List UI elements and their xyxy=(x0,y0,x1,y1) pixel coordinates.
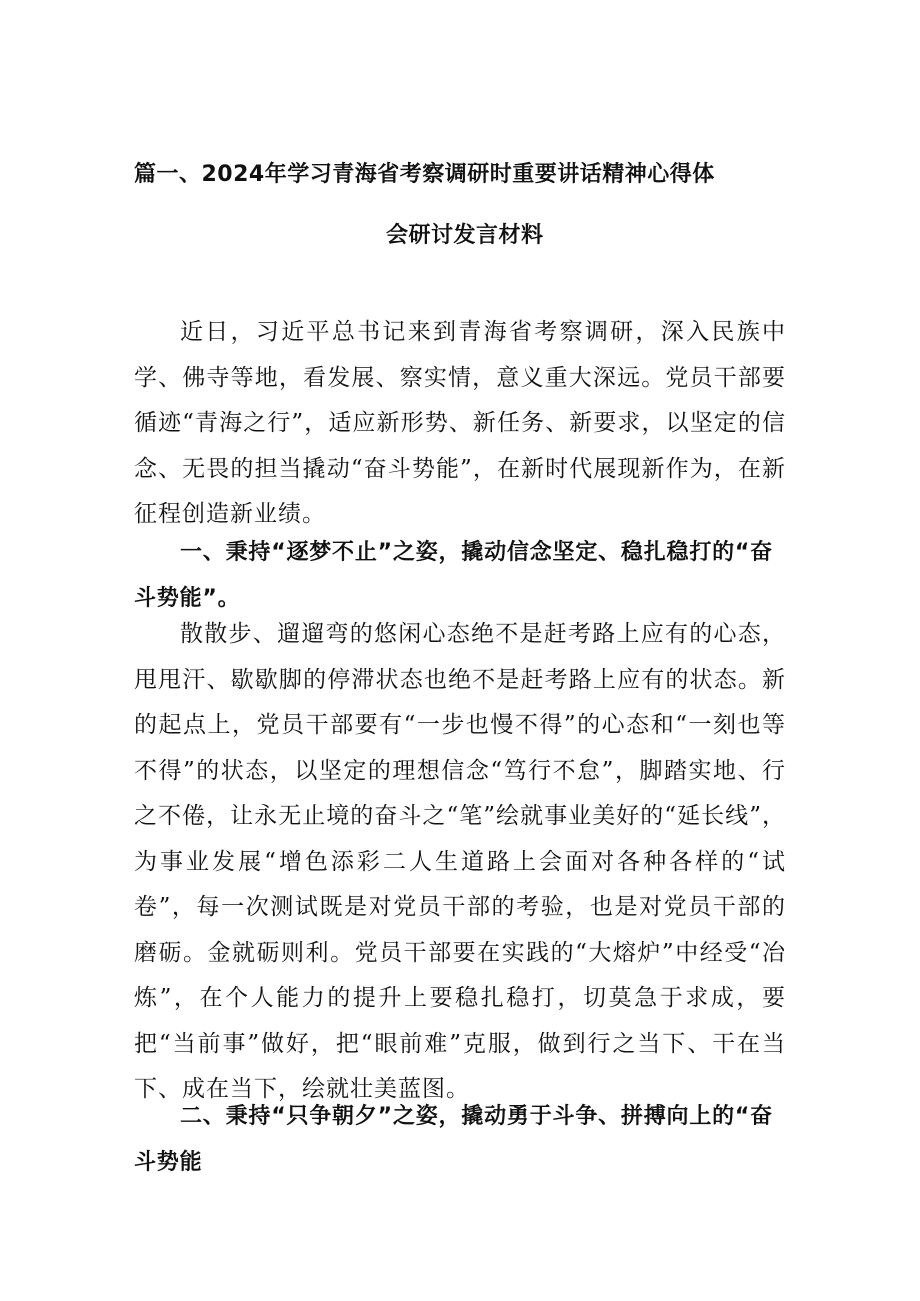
document-title-line-1: 篇一、2024年学习青海省考察调研时重要讲话精神心得体 xyxy=(134,162,715,187)
section-1-heading: 一、秉持“逐梦不止”之姿，撬动信念坚定、稳扎稳打的“奋斗势能”。 xyxy=(134,540,773,611)
section-1-paragraph: 散散步、遛遛弯的悠闲心态绝不是赶考路上应有的心态，甩甩汗、歇歇脚的停滞状态也绝不是赶考路上应有的状态。新的起点上，党员干部要有“一步也慢不得”的心态和“一刻也等不得”的状态，以坚定的理想信念“笃行不怠”，脚踏实地、行之不倦，让永无止境的奋斗之“笔”绘就事业美好的“延长线”，为事业发展“增色添彩二人生道路上会面对各种各样的“试卷”，每一次测试既是对党员干部的考验，也是对党员干部的磨砺。金就砺则利。党员干部要在实践的“大熔炉”中经受“冶炼”，在个人能力的提升上要稳扎稳打，切莫急于求成，要把“当前事”做好，把“眼前难”克服，做到行之当下、干在当下、成在当下，绘就壮美蓝图。 xyxy=(134,621,786,1102)
document-title-line-2: 会研讨发言材料 xyxy=(386,223,544,248)
section-2-heading: 二、秉持“只争朝夕”之姿，撬动勇于斗争、拼搏向上的“奋斗势能 xyxy=(134,1104,773,1175)
intro-paragraph: 近日，习近平总书记来到青海省考察调研，深入民族中学、佛寺等地，看发展、察实情，意义重大深远。党员干部要循迹“青海之行”，适应新形势、新任务、新要求，以坚定的信念、无畏的担当撬动“奋斗势能”，在新时代展现新作为，在新征程创造新业绩。 xyxy=(134,319,786,527)
